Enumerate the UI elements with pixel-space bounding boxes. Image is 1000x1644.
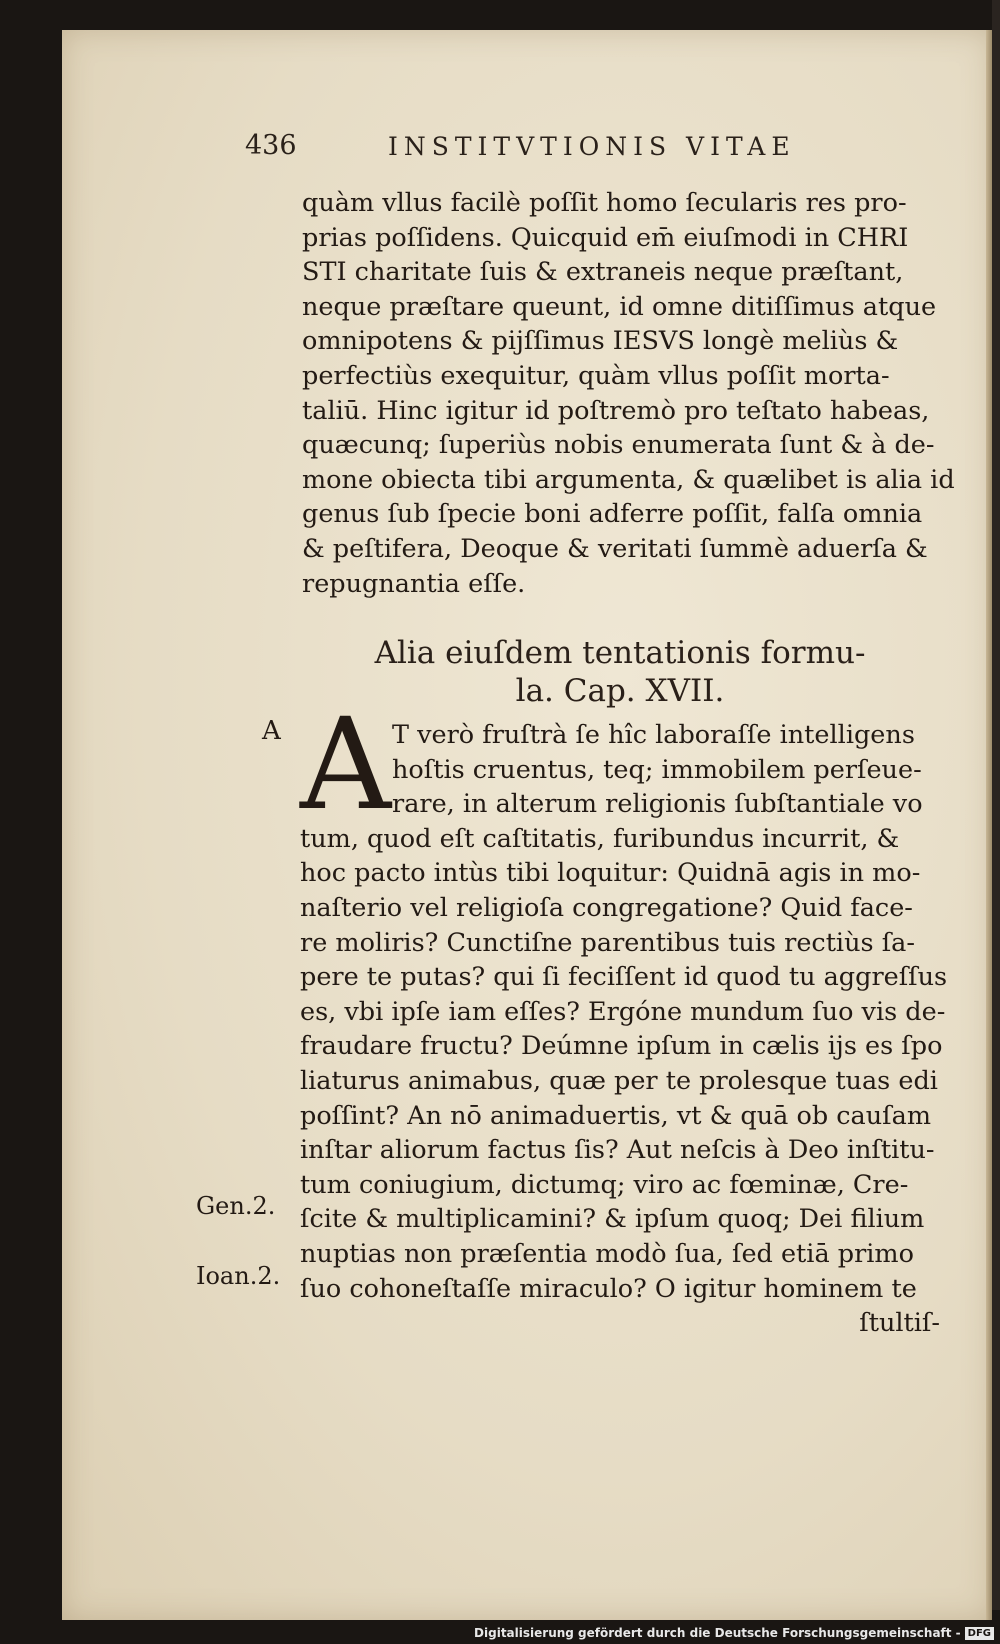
chapter-heading [300,634,940,710]
body-text-top [302,186,955,601]
marginal-note-ioan: Ioan.2. [196,1262,281,1290]
text-line: T verò fruſtrà ſe hîc laboraſſe intelligens [392,720,915,750]
text-line: fraudare fructu? Deúmne ipſum in cælis ijs es ſpo [300,1031,943,1062]
chapter-heading-line-2: la. Cap. XVII. [515,673,725,709]
text-line: neque præſtare queunt, id omne ditiſſimus atque [302,291,937,322]
text-line: tum, quod eſt caſtitatis, furibundus incurrit, & [300,823,900,854]
page-edge [986,30,992,1620]
text-line: inſtar aliorum factus ſis? Aut neſcis à Deo inſtitu- [300,1135,935,1166]
body-text-chapter [300,718,948,1341]
text-line: hoſtis cruentus, teq; immobilem perſeue- [392,754,922,785]
text-line: repugnantia eſſe. [302,568,526,599]
marginal-note-gen: Gen.2. [196,1192,276,1220]
text-line: ſuo cohoneſtaſſe miraculo? O igitur hominem te [300,1273,917,1304]
text-line: es, vbi ipſe iam eſſes? Ergóne mundum ſuo vis de- [300,996,946,1027]
page-number: 436 [245,130,297,161]
page-header [0,130,1000,170]
running-head: INSTITVTIONIS VITAE [388,132,796,161]
chapter-heading-line-1: Alia eiuſdem tentationis formu- [374,635,866,671]
text-line: quàm vllus facilè poſſit homo ſecularis res pro- [302,188,907,218]
catchword: ſtultiſ- [859,1308,940,1339]
text-line: taliū. Hinc igitur id poſtremò pro teſtato habeas, [302,395,930,426]
text-line: nuptias non præſentia modò ſua, ſed etiā primo [300,1238,914,1269]
footer-text: Digitalisierung gefördert durch die Deutsche Forschungsgemeinschaft - [474,1626,961,1640]
text-line: hoc pacto intùs tibi loquitur: Quidnā agis in mo- [300,858,921,889]
text-line: prias poſſidens. Quicquid em̄ eiuſmodi in CHRI [302,222,909,253]
text-line: re moliris? Cunctiſne parentibus tuis rectiùs ſa- [300,927,915,958]
book-spine [992,0,1000,1610]
text-line: naſterio vel religioſa congregatione? Quid face- [300,892,913,923]
text-line: genus ſub ſpecie boni adferre poſſit, falſa omnia [302,499,923,530]
text-line: poſſint? An nō animaduertis, vt & quā ob cauſam [300,1100,932,1131]
text-line: STI charitate ſuis & extraneis neque præſtant, [302,257,904,288]
text-line: rare, in alterum religionis ſubſtantiale vo [392,789,923,820]
text-line: omnipotens & pijſſimus IESVS longè meliùs & [302,326,899,357]
text-line: pere te putas? qui ſi feciſſent id quod tu aggreſſus [300,962,948,993]
text-line: & peſtifera, Deoque & veritati ſummè aduerſa & [302,533,928,564]
text-line: quæcunq; ſuperiùs nobis enumerata ſunt & à de- [302,430,935,461]
margin-section-letter: A [262,716,281,746]
drop-cap: A [300,691,391,838]
text-line: liaturus animabus, quæ per te prolesque tuas edi [300,1065,938,1096]
text-line: perfectiùs exequitur, quàm vllus poſſit morta- [302,360,890,391]
text-line: ſcite & multiplicamini? & ipſum quoq; Dei filium [300,1204,925,1235]
text-line: tum coniugium, dictumq; viro ac fœminæ, Cre- [300,1169,909,1200]
dfg-logo-icon: DFG [965,1627,994,1640]
text-line: mone obiecta tibi argumenta, & quælibet is alia id [302,464,955,495]
digitization-footer [474,1626,994,1640]
